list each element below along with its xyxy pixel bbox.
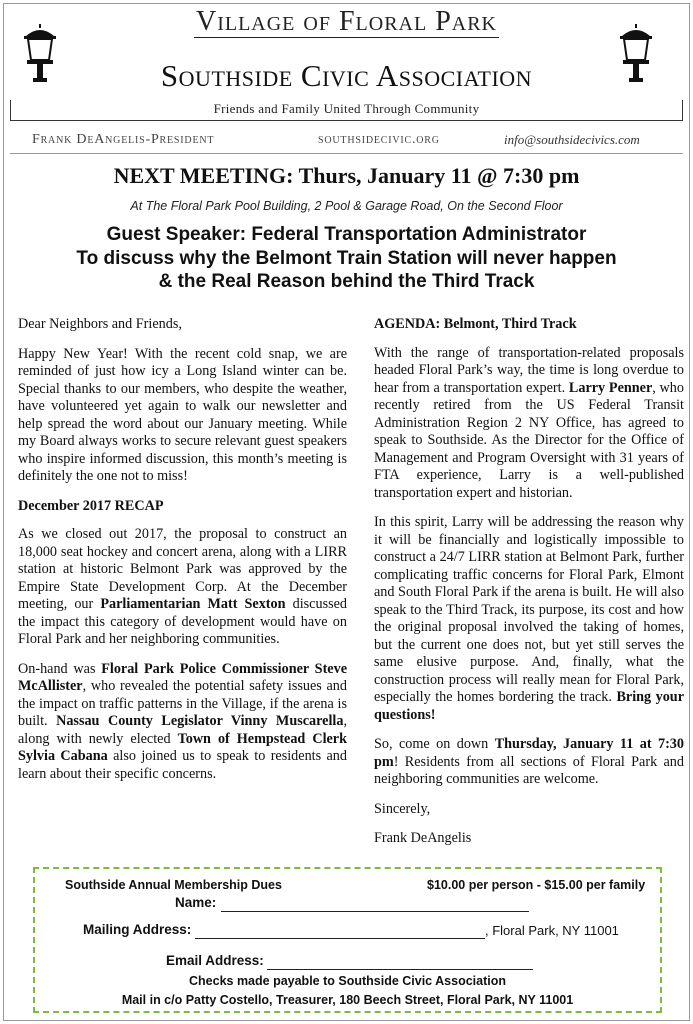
meeting-location: At The Floral Park Pool Building, 2 Pool & Garage Road, On the Second Floor (130, 199, 563, 213)
signature: Frank DeAngelis (374, 830, 472, 846)
tagline: Friends and Family United Through Community (213, 101, 480, 116)
guests-paragraph: On-hand was Floral Park Police Commissioner Steve McAllister, who revealed the potential safety issues and the impact on traffic patterns in the Village, if the arena is built. Nassau County Legislator Vinny Muscarella, along with newly elected Town of Hempstead Clerk Sylvia Cabana also joined us to speak to residents and learn about their specific concerns. (18, 660, 347, 782)
village-title: Village of Floral Park (195, 6, 497, 37)
speaker-line: To discuss why the Belmont Train Station will never happen (76, 247, 617, 269)
dues-title: Southside Annual Membership Dues (65, 878, 282, 892)
guest-speaker-block (0, 223, 693, 294)
recap-heading: December 2017 RECAP (18, 497, 164, 514)
mailing-address-label: Mailing Address: (83, 922, 192, 937)
left-column (18, 316, 347, 795)
contact-divider (10, 153, 683, 154)
checks-payable-note: Checks made payable to Southside Civic Association (189, 974, 506, 988)
agenda-heading: AGENDA: Belmont, Third Track (374, 316, 577, 332)
president-name: Frank DeAngelis-President (32, 132, 215, 147)
dues-price: $10.00 per person - $15.00 per family (427, 878, 646, 892)
speaker-line: Guest Speaker: Federal Transportation Administrator (106, 224, 587, 245)
topic-paragraph: In this spirit, Larry will be addressing the reason why it will be financially and logistically impossible to construct a 24/7 LIRR station at Belmont Park, further complicating traffic concerns for Floral Park, Elmont and South Floral Park if the arena is built. He will also speak to the Third Track, its purpose, its cost and how the original proposal involved the taking of homes, but the current one does not, but yet still serves the same elusive purpose. And, finally, what the construction process will really mean for Floral Park, especially the homes bordering the track. Bring your questions! (374, 514, 684, 723)
recap-paragraph: As we closed out 2017, the proposal to construct an 18,000 seat hockey and concert arena, along with a LIRR station at historic Belmont Park was approved by the Empire State Development Corp. At the December meeting, our Parliamentarian Matt Sexton discussed the impact this category of development would have on Floral Park and her neighboring communities. (18, 526, 347, 647)
speaker-bio-paragraph: With the range of transportation-related proposals headed Floral Park’s way, the time is long overdue to hear from a transportation expert. Larry Penner, who recently retired from the US Federal Transit Administration Region 2 NY Office, has agreed to speak to Southside. As the Director for the Office of Management and Program Oversight with 31 years of FTA experience, Larry is a well-published transportation expert and historian. (374, 344, 684, 501)
mailing-instructions: Mail in c/o Patty Costello, Treasurer, 180 Beech Street, Floral Park, NY 11001 (121, 993, 574, 1007)
mailing-address-field[interactable] (195, 938, 485, 939)
email-address-field[interactable] (267, 969, 533, 970)
intro-paragraph: Happy New Year! With the recent cold snap, we are reminded of just how icy a Long Island winter can be. Special thanks to our members, who despite the weather, have volunteered yet again to walk our newsletter and help spread the word about our January meeting. While my Board always works to secure relevant guest speakers who inspire informed discussion, this month’s meeting is definitely the one not to miss! (18, 345, 347, 484)
email-address-label: Email Address: (166, 953, 264, 968)
email-link[interactable]: info@southsidecivics.com (504, 132, 640, 147)
mailing-address-suffix: , Floral Park, NY 11001 (485, 923, 619, 938)
website-link[interactable]: southsidecivic.org (318, 132, 440, 147)
closing: Sincerely, (374, 800, 431, 817)
header-divider (10, 120, 683, 121)
name-label: Name: (175, 895, 217, 910)
right-column (374, 316, 684, 860)
greeting: Dear Neighbors and Friends, (18, 316, 182, 332)
membership-dues-form (33, 867, 662, 1013)
name-field[interactable] (221, 911, 529, 912)
next-meeting-headline: NEXT MEETING: Thurs, January 11 @ 7:30 pm (113, 163, 580, 188)
association-title: Southside Civic Association (160, 58, 533, 93)
invite-paragraph: So, come on down Thursday, January 11 at 7:30 pm! Residents from all sections of Floral Park and neighboring communities are welcome. (374, 736, 684, 787)
speaker-line: & the Real Reason behind the Third Track (158, 271, 535, 292)
